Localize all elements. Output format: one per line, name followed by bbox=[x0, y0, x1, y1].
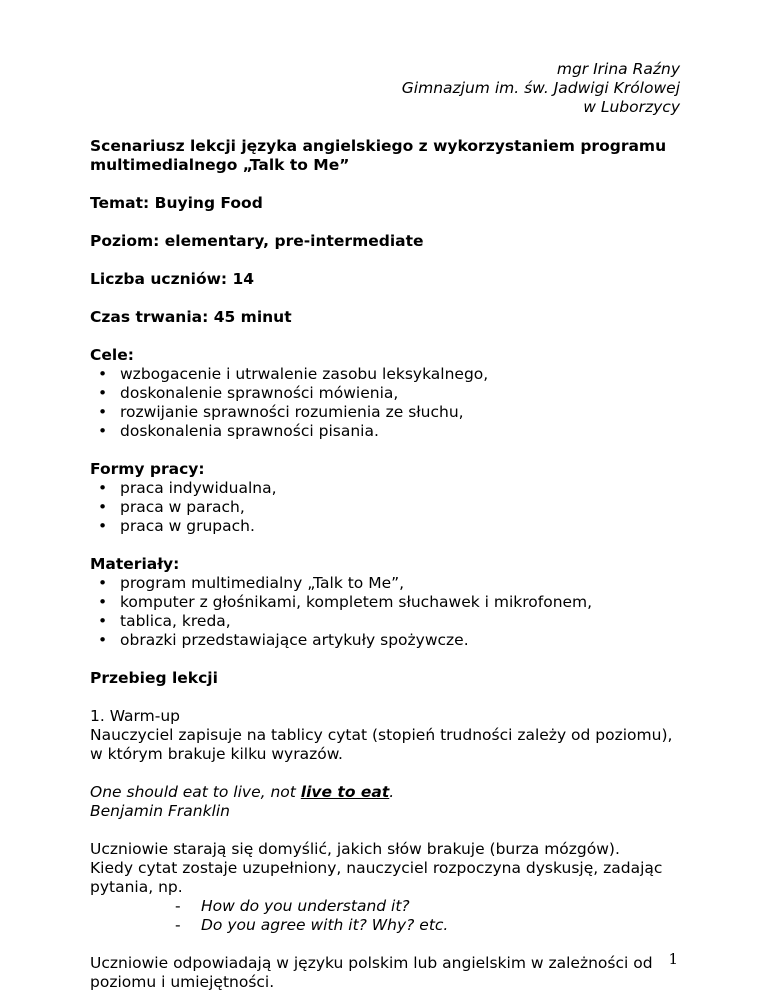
bullet-icon: • bbox=[98, 593, 108, 611]
list-item: • obrazki przedstawiające artykuły spożywcze. bbox=[98, 631, 469, 649]
quote-emphasis: live to eat bbox=[300, 783, 390, 801]
bullet-icon: • bbox=[98, 498, 108, 516]
goals-heading: Cele: bbox=[90, 346, 134, 364]
document-title bbox=[90, 137, 690, 175]
quote-author: Benjamin Franklin bbox=[90, 802, 230, 820]
level-field: Poziom: elementary, pre-intermediate bbox=[90, 232, 424, 250]
author-block bbox=[90, 60, 680, 117]
forms-heading: Formy pracy: bbox=[90, 460, 205, 478]
quote-text: One should eat to live, not live to eat. bbox=[90, 783, 395, 801]
bullet-icon: • bbox=[98, 403, 108, 421]
list-item: • doskonalenie sprawności mówienia, bbox=[98, 384, 399, 402]
materials-list bbox=[90, 574, 690, 650]
answer-line-2: poziomu i umiejętności. bbox=[90, 973, 275, 991]
questions-list bbox=[90, 897, 690, 935]
warmup-text-line-1: Nauczyciel zapisuje na tablicy cytat (stopień trudności zależy od poziomu), bbox=[90, 726, 673, 744]
title-line-2: multimedialnego „Talk to Me” bbox=[90, 156, 350, 174]
materials-heading: Materiały: bbox=[90, 555, 180, 573]
bullet-icon: • bbox=[98, 631, 108, 649]
bullet-icon: • bbox=[98, 574, 108, 592]
warmup-title: 1. Warm-up bbox=[90, 707, 181, 725]
document-page bbox=[90, 60, 690, 992]
warmup-text-line-2: w którym brakuje kilku wyrazów. bbox=[90, 745, 343, 763]
author-place: w Luborzycy bbox=[583, 98, 680, 116]
goals-list bbox=[90, 365, 690, 441]
list-item: • rozwijanie sprawności rozumienia ze słuchu, bbox=[98, 403, 464, 421]
bullet-icon: • bbox=[98, 384, 108, 402]
bullet-icon: • bbox=[98, 612, 108, 630]
answer-line-1: Uczniowie odpowiadają w języku polskim lub angielskim w zależności od bbox=[90, 954, 653, 972]
forms-list bbox=[90, 479, 690, 536]
list-item: • doskonalenia sprawności pisania. bbox=[98, 422, 379, 440]
topic-field: Temat: Buying Food bbox=[90, 194, 263, 212]
list-item: • wzbogacenie i utrwalenie zasobu leksykalnego, bbox=[98, 365, 489, 383]
bullet-icon: • bbox=[98, 365, 108, 383]
list-item: • praca w parach, bbox=[98, 498, 245, 516]
page-number: 1 bbox=[668, 950, 678, 968]
title-line-1: Scenariusz lekcji języka angielskiego z wykorzystaniem programu bbox=[90, 137, 667, 155]
list-item: - How do you understand it? bbox=[175, 897, 410, 915]
author-school: Gimnazjum im. św. Jadwigi Królowej bbox=[401, 79, 680, 97]
answer-paragraph bbox=[90, 954, 690, 992]
list-item: • tablica, kreda, bbox=[98, 612, 231, 630]
discussion-paragraph bbox=[90, 840, 690, 935]
warmup-section bbox=[90, 707, 690, 764]
duration-field: Czas trwania: 45 minut bbox=[90, 308, 292, 326]
list-item: • komputer z głośnikami, kompletem słuchawek i mikrofonem, bbox=[98, 593, 593, 611]
list-item: - Do you agree with it? Why? etc. bbox=[175, 916, 449, 934]
bullet-icon: • bbox=[98, 479, 108, 497]
quote-block bbox=[90, 783, 690, 821]
bullet-icon: • bbox=[98, 517, 108, 535]
lesson-heading: Przebieg lekcji bbox=[90, 669, 218, 687]
discussion-line-3: pytania, np. bbox=[90, 878, 183, 896]
list-item: • praca indywidualna, bbox=[98, 479, 277, 497]
discussion-line-2: Kiedy cytat zostaje uzupełniony, nauczyciel rozpoczyna dyskusję, zadając bbox=[90, 859, 663, 877]
students-field: Liczba uczniów: 14 bbox=[90, 270, 255, 288]
list-item: • program multimedialny „Talk to Me”, bbox=[98, 574, 405, 592]
discussion-line-1: Uczniowie starają się domyślić, jakich słów brakuje (burza mózgów). bbox=[90, 840, 620, 858]
author-name: mgr Irina Raźny bbox=[556, 60, 680, 78]
list-item: • praca w grupach. bbox=[98, 517, 255, 535]
bullet-icon: • bbox=[98, 422, 108, 440]
